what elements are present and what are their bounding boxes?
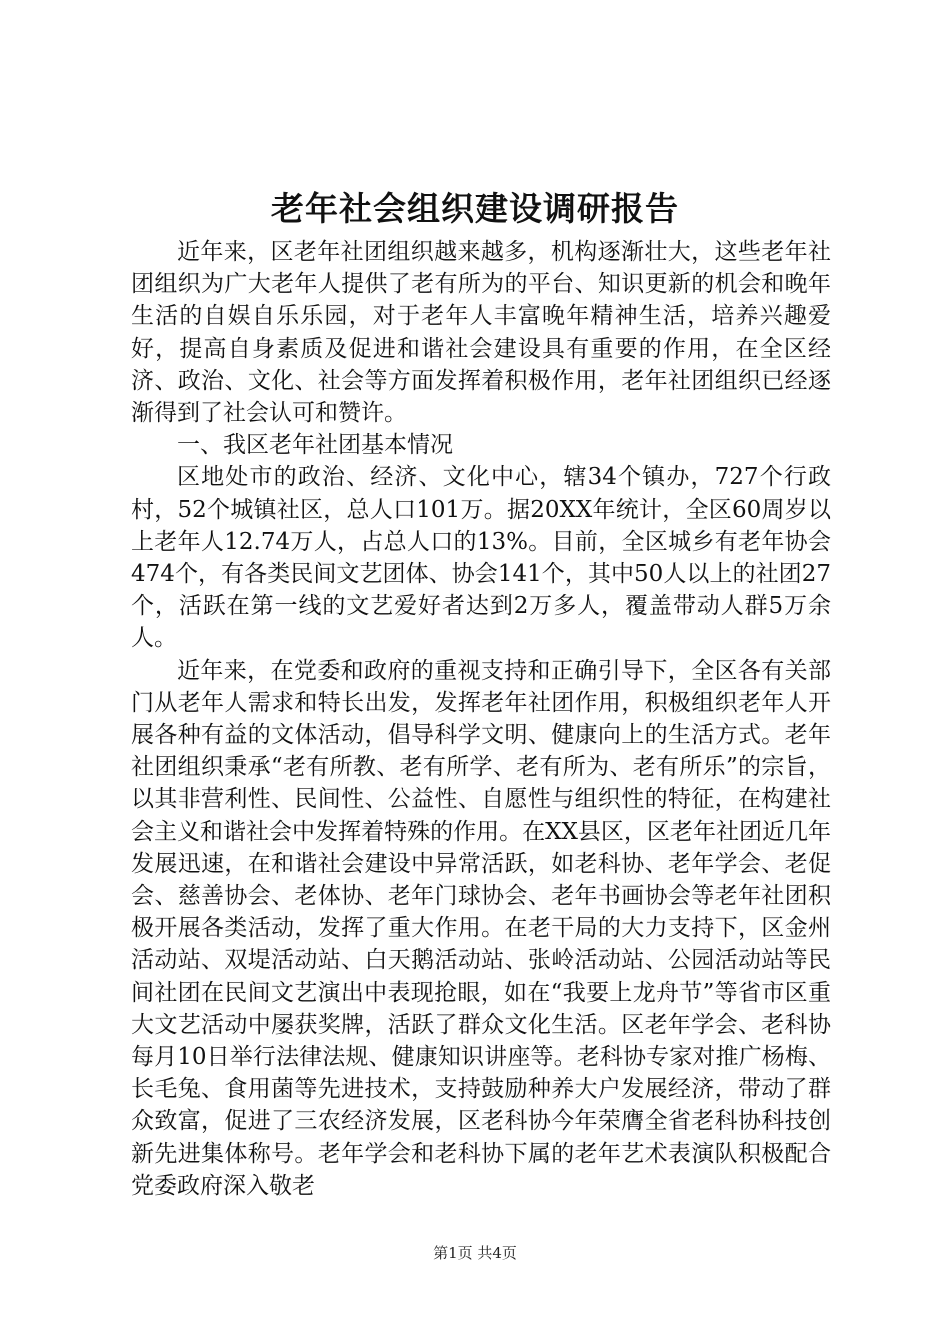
document-body [131, 236, 831, 1202]
intro-paragraph: 近年来，区老年社团组织越来越多，机构逐渐壮大，这些老年社团组织为广大老年人提供了老有所为的平台、知识更新的机会和晚年生活的自娱自乐乐园，对于老年人丰富晚年精神生活，培养兴趣爱好，提高自身素质及促进和谐社会建设具有重要的作用，在全区经济、政治、文化、社会等方面发挥着积极作用，老年社团组织已经逐渐得到了社会认可和赞许。 [131, 239, 831, 427]
statistics-paragraph: 区地处市的政治、经济、文化中心，辖34个镇办，727个行政村，52个城镇社区，总人口101万。据20XX年统计，全区60周岁以上老年人12.74万人，占总人口的13%。目前，全区城乡有老年协会474个，有各类民间文艺团体、协会141个，其中50人以上的社团27个，活跃在第一线的文艺爱好者达到2万多人，覆盖带动人群5万余人。 [131, 464, 831, 652]
document-title: 老年社会组织建设调研报告 [271, 189, 679, 228]
activities-paragraph: 近年来，在党委和政府的重视支持和正确引导下，全区各有关部门从老年人需求和特长出发，发挥老年社团作用，积极组织老年人开展各种有益的文体活动，倡导科学文明、健康向上的生活方式。老年社团组织秉承“老有所教、老有所学、老有所为、老有所乐”的宗旨，以其非营利性、民间性、公益性、自愿性与组织性的特征，在构建社会主义和谐社会中发挥着特殊的作用。在XX县区，区老年社团近几年发展迅速，在和谐社会建设中异常活跃，如老科协、老年学会、老促会、慈善协会、老体协、老年门球协会、老年书画协会等老年社团积极开展各类活动，发挥了重大作用。在老干局的大力支持下，区金州活动站、双堤活动站、白天鹅活动站、张岭活动站、公园活动站等民间社团在民间文艺演出中表现抢眼，如在“我要上龙舟节”等省市区重大文艺活动中屡获奖牌，活跃了群众文化生活。区老年学会、老科协每月10日举行法律法规、健康知识讲座等。老科协专家对推广杨梅、长毛兔、食用菌等先进技术，支持鼓励种养大户发展经济，带动了群众致富，促进了三农经济发展，区老科协今年荣膺全省老科协科技创新先进集体称号。老年学会和老科协下属的老年艺术表演队积极配合党委政府深入敬老 [131, 657, 831, 1199]
page-number-footer: 第1页 共4页 [433, 1244, 517, 1262]
section-heading: 一、我区老年社团基本情况 [177, 432, 453, 459]
